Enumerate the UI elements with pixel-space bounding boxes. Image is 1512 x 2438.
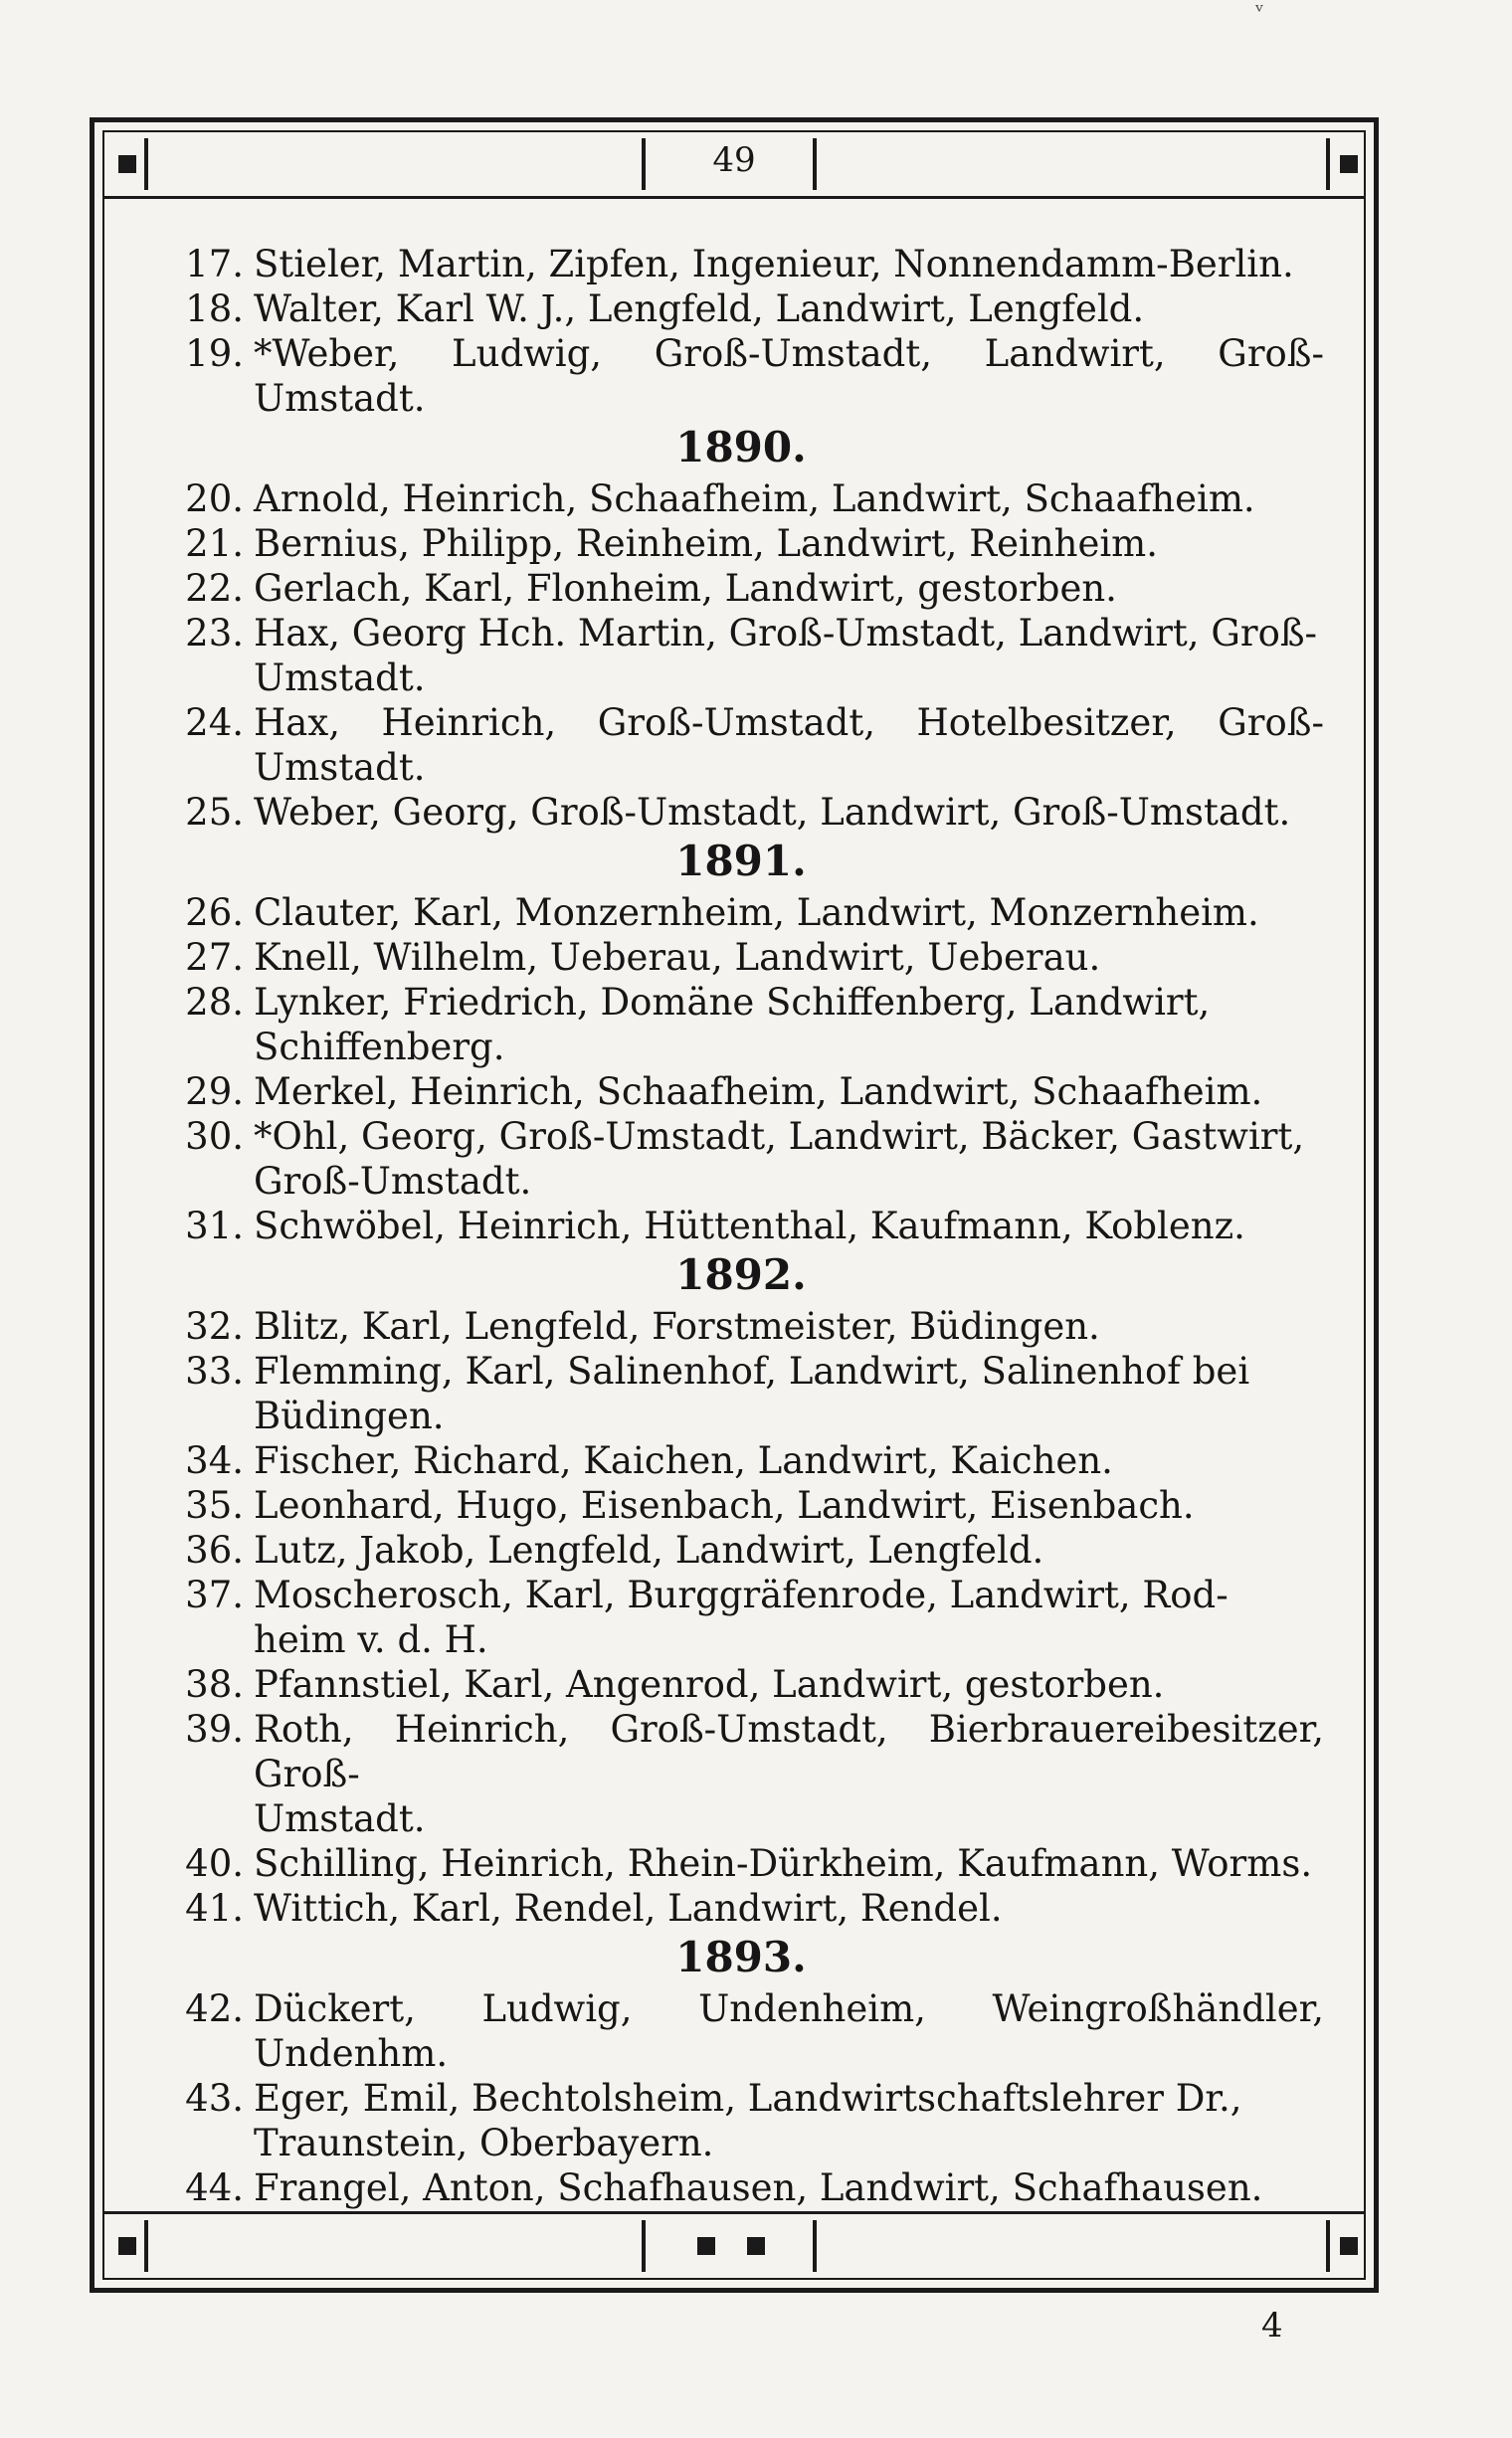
entry-number: 23.: [185, 612, 244, 655]
entry-number: 24.: [185, 701, 244, 744]
entry-text: Walter, Karl W. J., Lengfeld, Landwirt, Lengfeld.: [254, 287, 1145, 330]
header-divider: [1326, 138, 1330, 190]
list-item: [158, 1986, 1324, 2076]
entry-number: 17.: [185, 243, 244, 285]
list-item: [158, 935, 1324, 980]
entry-number: 28.: [185, 981, 244, 1024]
entry-text: Gerlach, Karl, Flonheim, Landwirt, gestorben.: [254, 567, 1117, 610]
entry-number: 20.: [185, 477, 244, 520]
list-item: [158, 1483, 1324, 1528]
footer-divider: [144, 2220, 148, 2272]
entry-continuation: Groß-Umstadt.: [254, 1160, 532, 1203]
list-item: [158, 1528, 1324, 1573]
entry-number: 22.: [185, 567, 244, 610]
list-item: [158, 1114, 1324, 1204]
entry-continuation: Traunstein, Oberbayern.: [254, 2122, 714, 2164]
ornament-square-icon: [697, 2237, 715, 2255]
entry-number: 18.: [185, 287, 244, 330]
year-heading: 1890.: [675, 423, 807, 471]
inner-border: [102, 130, 1366, 2280]
list-item: [158, 980, 1324, 1069]
entry-number: 34.: [185, 1439, 244, 1482]
list-item: [158, 2165, 1324, 2210]
ornament-square-icon: [118, 2237, 136, 2255]
footer-divider: [642, 2220, 646, 2272]
entry-text: Pfannstiel, Karl, Angenrod, Landwirt, gestorben.: [254, 1663, 1165, 1706]
entry-text: Eger, Emil, Bechtolsheim, Landwirtschaftslehrer Dr.,: [254, 2077, 1242, 2120]
entry-number: 25.: [185, 791, 244, 834]
list-item: [158, 331, 1324, 421]
entry-number: 31.: [185, 1205, 244, 1247]
footer-divider: [813, 2220, 817, 2272]
entry-text: *Weber, Ludwig, Groß-Umstadt, Landwirt, Groß-Umstadt.: [254, 332, 1324, 420]
list-item: [158, 2076, 1324, 2165]
page-number-top: 49: [712, 140, 756, 180]
entry-continuation: Büdingen.: [254, 1395, 445, 1437]
entry-number: 21.: [185, 522, 244, 565]
entry-text: Knell, Wilhelm, Ueberau, Landwirt, Ueberau.: [254, 936, 1101, 979]
entry-text: Weber, Georg, Groß-Umstadt, Landwirt, Groß-Umstadt.: [254, 791, 1291, 834]
ornament-square-icon: [1340, 155, 1358, 173]
entry-text: Blitz, Karl, Lengfeld, Forstmeister, Büdingen.: [254, 1305, 1100, 1348]
ornament-square-icon: [747, 2237, 765, 2255]
list-item: [158, 1707, 1324, 1841]
year-heading: 1891.: [675, 837, 807, 885]
entry-text: Bernius, Philipp, Reinheim, Landwirt, Reinheim.: [254, 522, 1159, 565]
list-item: [158, 476, 1324, 521]
entry-number: 36.: [185, 1529, 244, 1572]
page-border-frame: [90, 117, 1379, 2293]
entry-continuation: Umstadt.: [254, 656, 426, 699]
list-item: [158, 890, 1324, 935]
year-heading: 1893.: [675, 1933, 807, 1981]
list-item: [158, 521, 1324, 566]
list-item: [158, 242, 1324, 286]
entry-text: Leonhard, Hugo, Eisenbach, Landwirt, Eisenbach.: [254, 1484, 1195, 1527]
list-item: [158, 1573, 1324, 1662]
entry-text: *Ohl, Georg, Groß-Umstadt, Landwirt, Bäcker, Gastwirt,: [254, 1115, 1305, 1158]
page-number-bottom: 4: [1261, 2306, 1283, 2345]
entry-text: Roth, Heinrich, Groß-Umstadt, Bierbrauereibesitzer, Groß-: [254, 1708, 1324, 1795]
entry-text: Fischer, Richard, Kaichen, Landwirt, Kaichen.: [254, 1439, 1113, 1482]
entry-number: 40.: [185, 1842, 244, 1885]
entry-text: Wittich, Karl, Rendel, Landwirt, Rendel.: [254, 1887, 1003, 1930]
list-item: [158, 286, 1324, 331]
footer-divider: [1326, 2220, 1330, 2272]
entry-number: 19.: [185, 332, 244, 375]
entry-continuation: Schiffenberg.: [254, 1026, 505, 1068]
entry-text: Lutz, Jakob, Lengfeld, Landwirt, Lengfeld.: [254, 1529, 1044, 1572]
entry-text: Schilling, Heinrich, Rhein-Dürkheim, Kaufmann, Worms.: [254, 1842, 1313, 1885]
entry-text: Hax, Georg Hch. Martin, Groß-Umstadt, Landwirt, Groß-: [254, 612, 1318, 655]
list-item: [158, 1438, 1324, 1483]
list-item: [158, 1304, 1324, 1349]
list-item: [158, 1204, 1324, 1248]
entry-text: Flemming, Karl, Salinenhof, Landwirt, Salinenhof bei: [254, 1350, 1250, 1393]
corner-mark: ᵛ: [1255, 0, 1264, 25]
entry-text: Arnold, Heinrich, Schaafheim, Landwirt, Schaafheim.: [254, 477, 1255, 520]
header-divider: [813, 138, 817, 190]
list-item: [158, 1662, 1324, 1707]
entry-number: 41.: [185, 1887, 244, 1930]
entry-number: 26.: [185, 891, 244, 934]
entry-number: 35.: [185, 1484, 244, 1527]
entry-text: Lynker, Friedrich, Domäne Schiffenberg, Landwirt,: [254, 981, 1211, 1024]
entry-number: 32.: [185, 1305, 244, 1348]
entry-number: 43.: [185, 2077, 244, 2120]
entry-number: 27.: [185, 936, 244, 979]
list-item: [158, 1069, 1324, 1114]
register-list: [158, 242, 1324, 2210]
entry-number: 33.: [185, 1350, 244, 1393]
entry-number: 38.: [185, 1663, 244, 1706]
entry-text: Clauter, Karl, Monzernheim, Landwirt, Monzernheim.: [254, 891, 1259, 934]
header-bar: [104, 132, 1364, 199]
footer-bar: [104, 2211, 1364, 2278]
list-item: [158, 611, 1324, 700]
entry-text: Stieler, Martin, Zipfen, Ingenieur, Nonnendamm-Berlin.: [254, 243, 1294, 285]
list-item: [158, 566, 1324, 611]
list-item: [158, 1349, 1324, 1438]
list-item: [158, 790, 1324, 835]
ornament-square-icon: [1340, 2237, 1358, 2255]
entry-number: 44.: [185, 2166, 244, 2209]
entry-text: Merkel, Heinrich, Schaafheim, Landwirt, Schaafheim.: [254, 1070, 1263, 1113]
entry-number: 29.: [185, 1070, 244, 1113]
entry-text: Moscherosch, Karl, Burggräfenrode, Landwirt, Rod-: [254, 1574, 1228, 1616]
entry-number: 37.: [185, 1574, 244, 1616]
entry-number: 42.: [185, 1987, 244, 2030]
entry-continuation: Umstadt.: [254, 1797, 426, 1840]
year-heading: 1892.: [675, 1250, 807, 1299]
entry-continuation: heim v. d. H.: [254, 1618, 488, 1661]
list-item: [158, 700, 1324, 790]
entry-text: Frangel, Anton, Schafhausen, Landwirt, Schafhausen.: [254, 2166, 1263, 2209]
entry-number: 30.: [185, 1115, 244, 1158]
entry-text: Dückert, Ludwig, Undenheim, Weingroßhändler, Undenhm.: [254, 1987, 1324, 2075]
entry-text: Hax, Heinrich, Groß-Umstadt, Hotelbesitzer, Groß-Umstadt.: [254, 701, 1324, 789]
list-item: [158, 1841, 1324, 1886]
entry-number: 39.: [185, 1708, 244, 1751]
entry-text: Schwöbel, Heinrich, Hüttenthal, Kaufmann, Koblenz.: [254, 1205, 1245, 1247]
list-item: [158, 1886, 1324, 1931]
